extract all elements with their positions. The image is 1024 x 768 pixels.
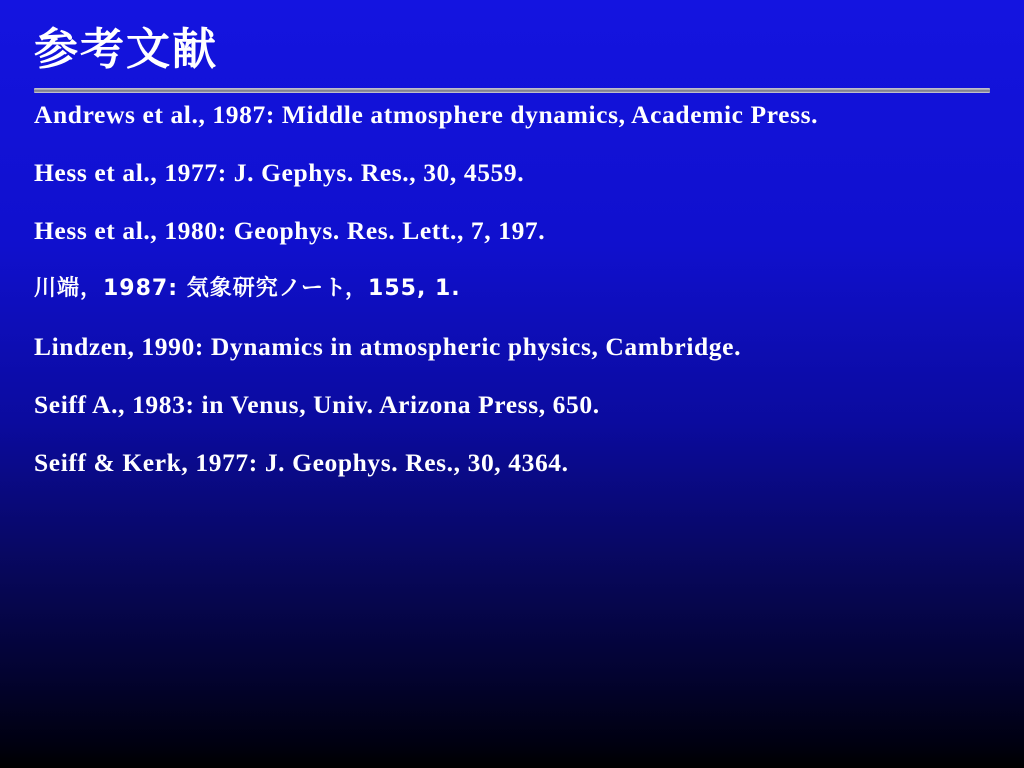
slide-title-block [34, 22, 990, 94]
reference-list [34, 98, 984, 479]
list-item: Seiff A., 1983: in Venus, Univ. Arizona Press, 650. [34, 390, 600, 419]
list-item: Lindzen, 1990: Dynamics in atmospheric physics, Cambridge. [34, 332, 742, 361]
list-item: 川端，1987: 気象研究ノート，155, 1. [34, 276, 461, 301]
title-divider [34, 88, 990, 93]
page-title: 参考文献 [34, 24, 218, 75]
list-item: Seiff & Kerk, 1977: J. Geophys. Res., 30, 4364. [34, 448, 569, 477]
list-item: Hess et al., 1980: Geophys. Res. Lett., 7, 197. [34, 216, 546, 245]
list-item: Hess et al., 1977: J. Gephys. Res., 30, 4559. [34, 158, 525, 187]
list-item: Andrews et al., 1987: Middle atmosphere dynamics, Academic Press. [34, 100, 819, 129]
